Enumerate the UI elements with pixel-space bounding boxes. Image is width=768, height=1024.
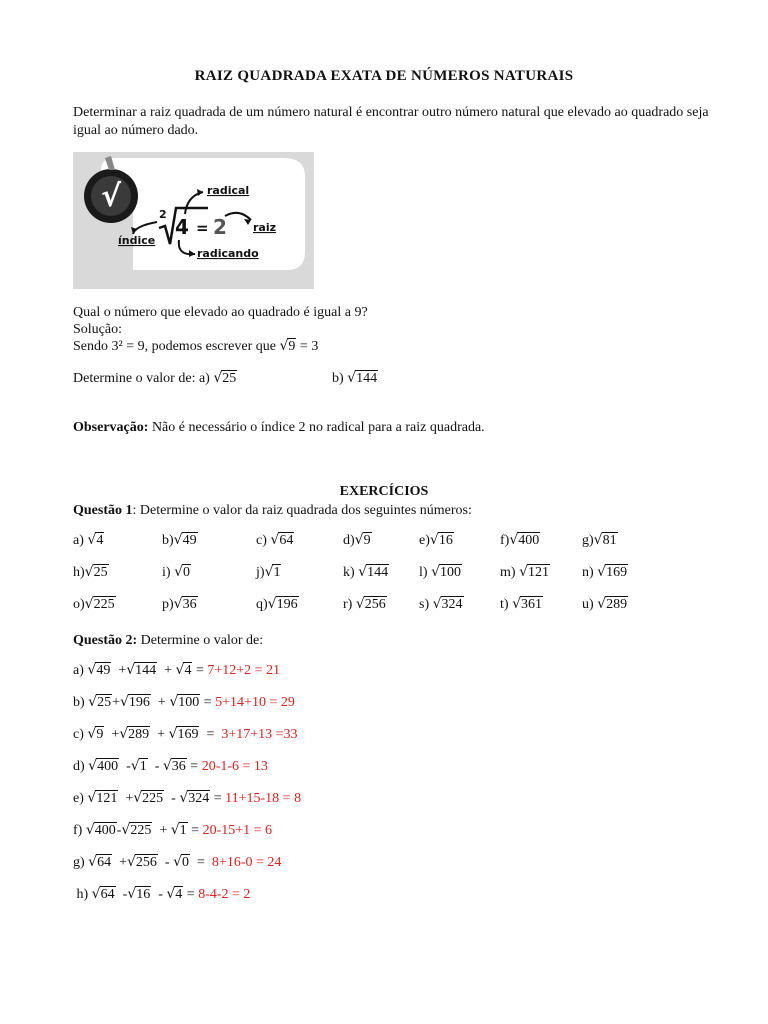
label-raiz: raiz (253, 221, 277, 234)
radical-expr: √ 81 (593, 532, 617, 548)
radical-expr: √ 64 (88, 854, 112, 870)
radical-expr: √ 25 (213, 370, 237, 386)
radical-expr: √ 225 (84, 596, 115, 612)
radical-expr: √ 361 (512, 596, 542, 612)
exercise-item: r) √ 256 (343, 596, 386, 612)
exercise-item: o) √ 225 (73, 596, 115, 612)
radical-expr: √ 49 (173, 532, 197, 548)
label-radical: radical (207, 184, 250, 197)
expression-row: d) √ 400 - √ 1 - √ 36 = 20-1-6 = 13 (73, 758, 268, 774)
radical-expr: √ 25 (88, 694, 112, 710)
exercise-item: p) √ 36 (162, 596, 197, 612)
radical-expr: √ 196 (267, 596, 298, 612)
exercise-item: a) √ 4 (73, 532, 104, 548)
radical-expr: √ 4 (87, 532, 104, 548)
answer-text: 3+17+13 =33 (221, 727, 298, 742)
radical-expr: √ 256 (127, 854, 157, 870)
expression-row: a) √ 49 + √ 144 + √ 4 = 7+12+2 = 21 (73, 662, 281, 678)
radical-expr: √ 225 (121, 822, 152, 838)
radical-expr: √ 289 (119, 726, 150, 742)
radical-expr: √ 144 (347, 370, 378, 386)
radical-expr: √ 196 (120, 694, 150, 710)
exercise-item: h) √ 25 (73, 564, 108, 580)
determine-b: b) √ 144 (332, 370, 378, 386)
radical-expr: √ 16 (127, 886, 151, 902)
expression-row: g) √ 64 + √ 256 - √ 0 = 8+16-0 = 24 (73, 854, 282, 870)
intro-paragraph: Determinar a raiz quadrada de um número natural é encontrar outro número natural que elevado ao quadrado seja igual ao número dado. (73, 105, 709, 138)
radical-expr: √ 400 (85, 822, 116, 838)
radical-expr: √ 400 (88, 758, 119, 774)
radical-expr: √ 144 (126, 662, 157, 678)
exercise-item: b) √ 49 (162, 532, 197, 548)
radical-expr: √ 324 (432, 596, 463, 612)
radical-expr: √ 169 (168, 726, 199, 742)
radical-expr: √ 324 (179, 790, 210, 806)
radical-expr: √ 36 (173, 596, 197, 612)
diagram-index: 2 (159, 208, 167, 221)
solution-label: Solução: (73, 322, 122, 337)
exercise-item: d) √ 9 (343, 532, 371, 548)
exercise-item: i) √ 0 (162, 564, 190, 580)
radical-expr: √ 256 (355, 596, 386, 612)
radical-expr: √ 4 (175, 662, 192, 678)
radical-expr: √ 289 (597, 596, 628, 612)
expression-row: h) √ 64 - √ 16 - √ 4 = 8-4-2 = 2 (73, 886, 251, 902)
exercise-item: m) √ 121 (500, 564, 549, 580)
radical-expr: √ 64 (91, 886, 115, 902)
radical-expr: √ 9 (354, 532, 371, 548)
exercise-item: u) √ 289 (582, 596, 628, 612)
exercise-item: s) √ 324 (419, 596, 463, 612)
radical-expr: √ 25 (84, 564, 108, 580)
answer-text: 5+14+10 = 29 (215, 695, 295, 710)
answer-text: 11+15-18 = 8 (225, 791, 302, 806)
svg-text:√: √ (100, 179, 122, 214)
radical-expr: √ 36 (162, 758, 186, 774)
radical-expr: √ 225 (133, 790, 164, 806)
answer-text: 8+16-0 = 24 (211, 855, 282, 870)
radical-expr: √ 100 (431, 564, 461, 580)
expression-row: b) √ 25 + √ 196 + √ 100 = 5+14+10 = 29 (73, 694, 295, 710)
exercises-title: EXERCÍCIOS (339, 484, 429, 499)
exercise-item: c) √ 64 (256, 532, 294, 548)
radical-expr: √ 49 (87, 662, 111, 678)
radical-expr: √ 1 (170, 822, 187, 838)
page-title: RAIZ QUADRADA EXATA DE NÚMEROS NATURAIS (194, 68, 574, 84)
radical-diagram (73, 152, 314, 289)
answer-text: 8-4-2 = 2 (198, 887, 251, 902)
observation-note: Observação: Não é necessário o índice 2 no radical para a raiz quadrada. (73, 420, 485, 435)
question-1-heading: Questão 1: Determine o valor da raiz quadrada dos seguintes números: (73, 503, 472, 518)
expression-row: e) √ 121 + √ 225 - √ 324 = 11+15-18 = 8 (73, 790, 302, 806)
radical-expr: √ 64 (270, 532, 294, 548)
solution-line: Sendo 3² = 9, podemos escrever que √ 9 = 3 (73, 338, 319, 354)
exercise-item: n) √ 169 (582, 564, 628, 580)
label-radicando: radicando (197, 247, 259, 260)
radical-expr: √ 0 (174, 564, 190, 580)
diagram-result: 2 (213, 215, 227, 239)
diagram-equals: = (196, 219, 209, 237)
label-indice: índice (118, 234, 156, 247)
radical-expr: √ 1 (264, 564, 281, 580)
answer-text: 20-15+1 = 6 (202, 823, 273, 838)
exercise-item: l) √ 100 (419, 564, 461, 580)
exercise-item: t) √ 361 (500, 596, 542, 612)
expression-row: f) √ 400 - √ 225 + √ 1 = 20-15+1 = 6 (73, 822, 273, 838)
exercise-item: j) √ 1 (256, 564, 281, 580)
radical-expr: √ 169 (597, 564, 628, 580)
radical-expr: √ 0 (173, 854, 190, 870)
answer-text: 7+12+2 = 21 (207, 663, 281, 678)
expression-row: c) √ 9 + √ 289 + √ 169 = 3+17+13 =33 (73, 726, 298, 742)
radical-expr: √ 9 (279, 338, 296, 354)
radical-expr: √ 400 (509, 532, 540, 548)
radical-expr: √ 4 (166, 886, 183, 902)
exercise-item: f) √ 400 (500, 532, 540, 548)
radical-expr: √ 121 (87, 790, 118, 806)
radical-expr: √ 9 (87, 726, 104, 742)
radical-expr: √ 16 (429, 532, 453, 548)
diagram-radicand: 4 (175, 215, 189, 239)
exercise-item: k) √ 144 (343, 564, 389, 580)
determine-line: Determine o valor de: a) √ 25 (73, 370, 237, 386)
radical-expr: √ 1 (130, 758, 147, 774)
radical-expr: √ 121 (519, 564, 549, 580)
radical-expr: √ 100 (169, 694, 200, 710)
question-2-heading: Questão 2: Determine o valor de: (73, 633, 264, 648)
exercise-item: g) √ 81 (582, 532, 617, 548)
exercise-item: e) √ 16 (419, 532, 453, 548)
exercise-item: q) √ 196 (256, 596, 298, 612)
example-question: Qual o número que elevado ao quadrado é igual a 9? (73, 305, 368, 320)
radical-expr: √ 144 (358, 564, 389, 580)
answer-text: 20-1-6 = 13 (201, 759, 268, 774)
